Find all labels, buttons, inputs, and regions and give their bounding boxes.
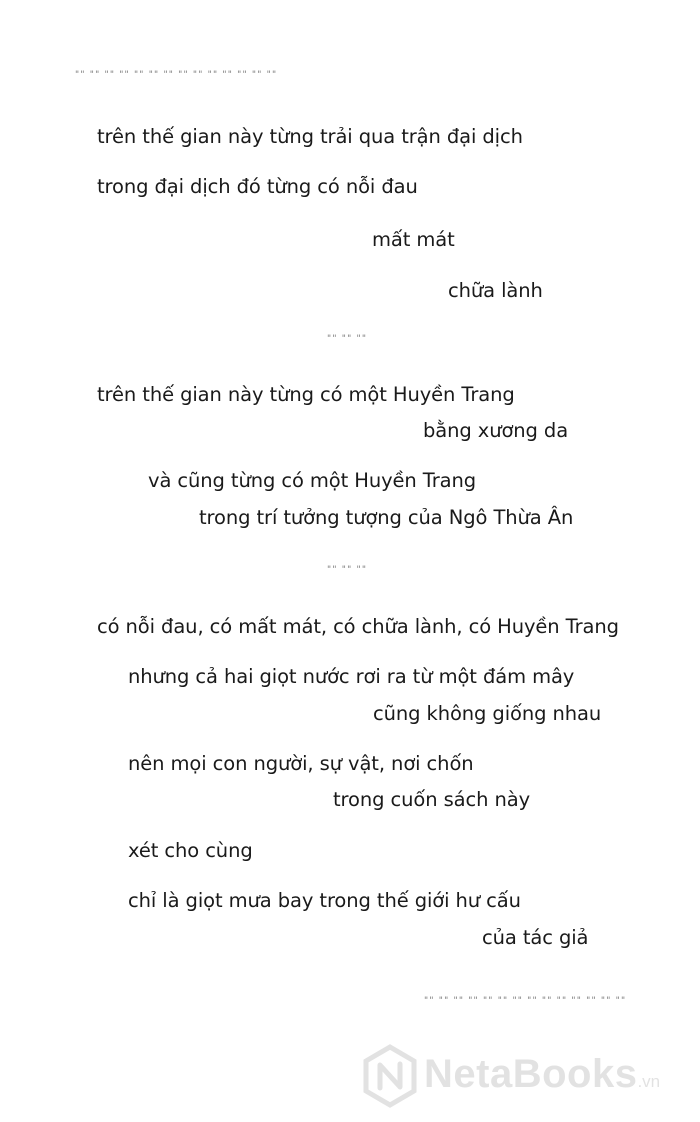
- verse-line: của tác giả: [482, 926, 589, 949]
- verse-line: xét cho cùng: [128, 839, 253, 862]
- watermark-brand: [424, 1052, 660, 1097]
- verse-line: chữa lành: [448, 279, 543, 302]
- separator-middle: "" "" "": [327, 334, 368, 344]
- verse-line: trong đại dịch đó từng có nỗi đau: [97, 175, 418, 198]
- verse-line: cũng không giống nhau: [373, 702, 602, 725]
- verse-line: trong cuốn sách này: [333, 788, 531, 811]
- verse-line: chỉ là giọt mưa bay trong thế giới hư cấu: [128, 889, 521, 912]
- netabooks-logo-icon: [362, 1044, 418, 1108]
- watermark: [362, 1044, 682, 1108]
- separator-bottom: "" "" "" "" "" "" "" "" "" "" "" "" "" "": [424, 996, 627, 1006]
- separator-top: "" "" "" "" "" "" "" "" "" "" "" "" "" "": [75, 70, 278, 80]
- verse-line: trên thế gian này từng có một Huyền Trang: [97, 383, 515, 406]
- verse-line: và cũng từng có một Huyền Trang: [148, 469, 477, 492]
- verse-line: trên thế gian này từng trải qua trận đại dịch: [97, 125, 523, 148]
- verse-line: nên mọi con người, sự vật, nơi chốn: [128, 752, 474, 775]
- verse-line: trong trí tưởng tượng của Ngô Thừa Ân: [199, 506, 574, 529]
- separator-middle: "" "" "": [327, 565, 368, 575]
- verse-line: mất mát: [372, 228, 455, 251]
- verse-line: nhưng cả hai giọt nước rơi ra từ một đám mây: [128, 665, 575, 688]
- verse-line: có nỗi đau, có mất mát, có chữa lành, có Huyền Trang: [97, 615, 619, 638]
- watermark-domain-suffix: .vn: [637, 1072, 661, 1091]
- watermark-brand-name: NetaBooks: [424, 1052, 638, 1096]
- verse-line: bằng xương da: [423, 419, 569, 442]
